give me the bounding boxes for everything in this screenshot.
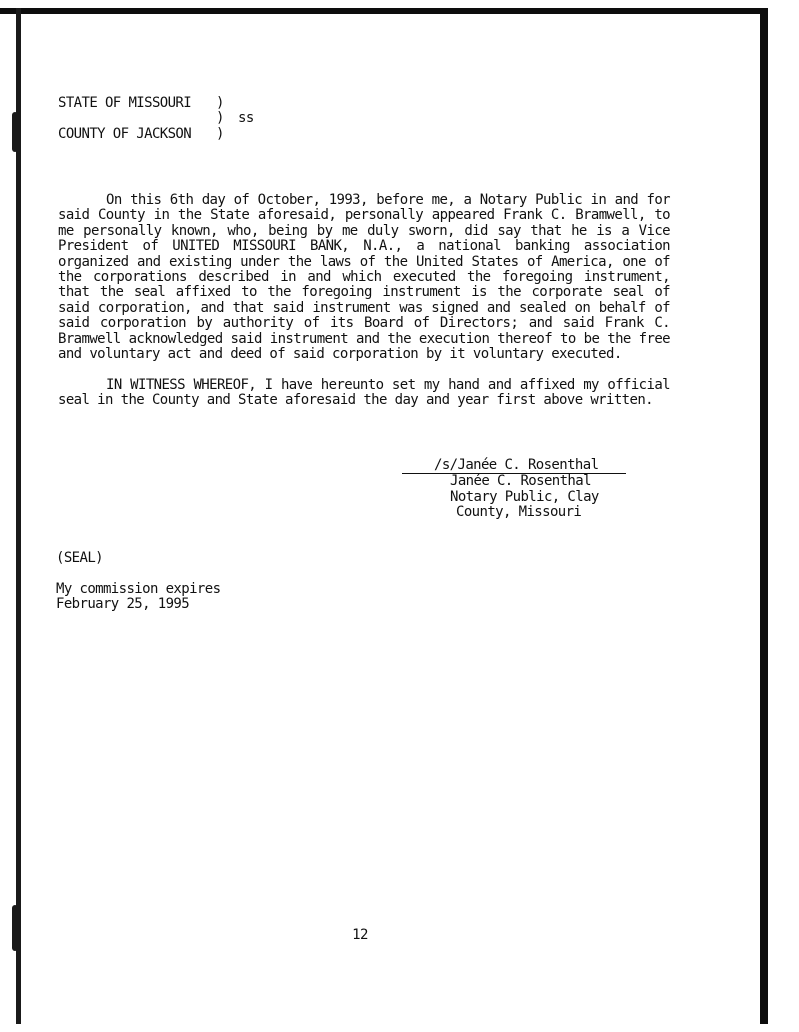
commission-expiry — [56, 582, 220, 613]
caption-state: STATE OF MISSOURI — [58, 95, 192, 111]
caption-row-state — [58, 96, 298, 111]
notary-county-row — [402, 505, 626, 520]
acknowledgment-body — [58, 193, 670, 409]
commission-line-1: My commission expires — [56, 581, 221, 597]
notary-name: Janée C. Rosenthal — [450, 473, 591, 490]
witness-paragraph: IN WITNESS WHEREOF, I have hereunto set my hand and affixed my official seal in the County and State aforesaid the day and year first above written. — [58, 376, 670, 409]
page-number: 12 — [352, 927, 368, 943]
signature-line: /s/Janée C. Rosenthal — [402, 458, 626, 474]
venue-caption — [58, 96, 298, 142]
acknowledgment-paragraph: On this 6th day of October, 1993, before me, a Notary Public in and for said County in the State aforesaid, personally appeared Frank C. Bramwell, to me personally known, who, being by me duly sworn, did say that he is a Vice President of UNITED MISSOURI BANK, N.A., a national banking association organized and existing under the laws of the United States of America, one of the corporations described in and which executed the foregoing instrument, that the seal affixed to the foregoing instrument is the corporate seal of said corporation, and that said instrument was signed and sealed on behalf of said corporation by authority of its Board of Directors; and said Frank C. Bramwell acknowledged said instrument and the execution thereof to be the free and voluntary act and deed of said corporation by it voluntary executed. — [58, 192, 670, 363]
notary-county: County, Missouri — [456, 504, 582, 521]
caption-row-venue — [58, 111, 298, 126]
caption-row-county — [58, 127, 298, 142]
notary-title: Notary Public, Clay — [450, 488, 599, 505]
seal-label: (SEAL) — [56, 550, 103, 566]
caption-paren: ) — [216, 95, 224, 111]
notary-signature-block — [402, 458, 626, 521]
caption-venue-ss: ss — [238, 110, 254, 127]
caption-paren: ) — [216, 110, 224, 127]
commission-line-2: February 25, 1995 — [56, 596, 190, 613]
caption-paren: ) — [216, 125, 224, 142]
caption-county: COUNTY OF JACKSON — [58, 125, 192, 142]
